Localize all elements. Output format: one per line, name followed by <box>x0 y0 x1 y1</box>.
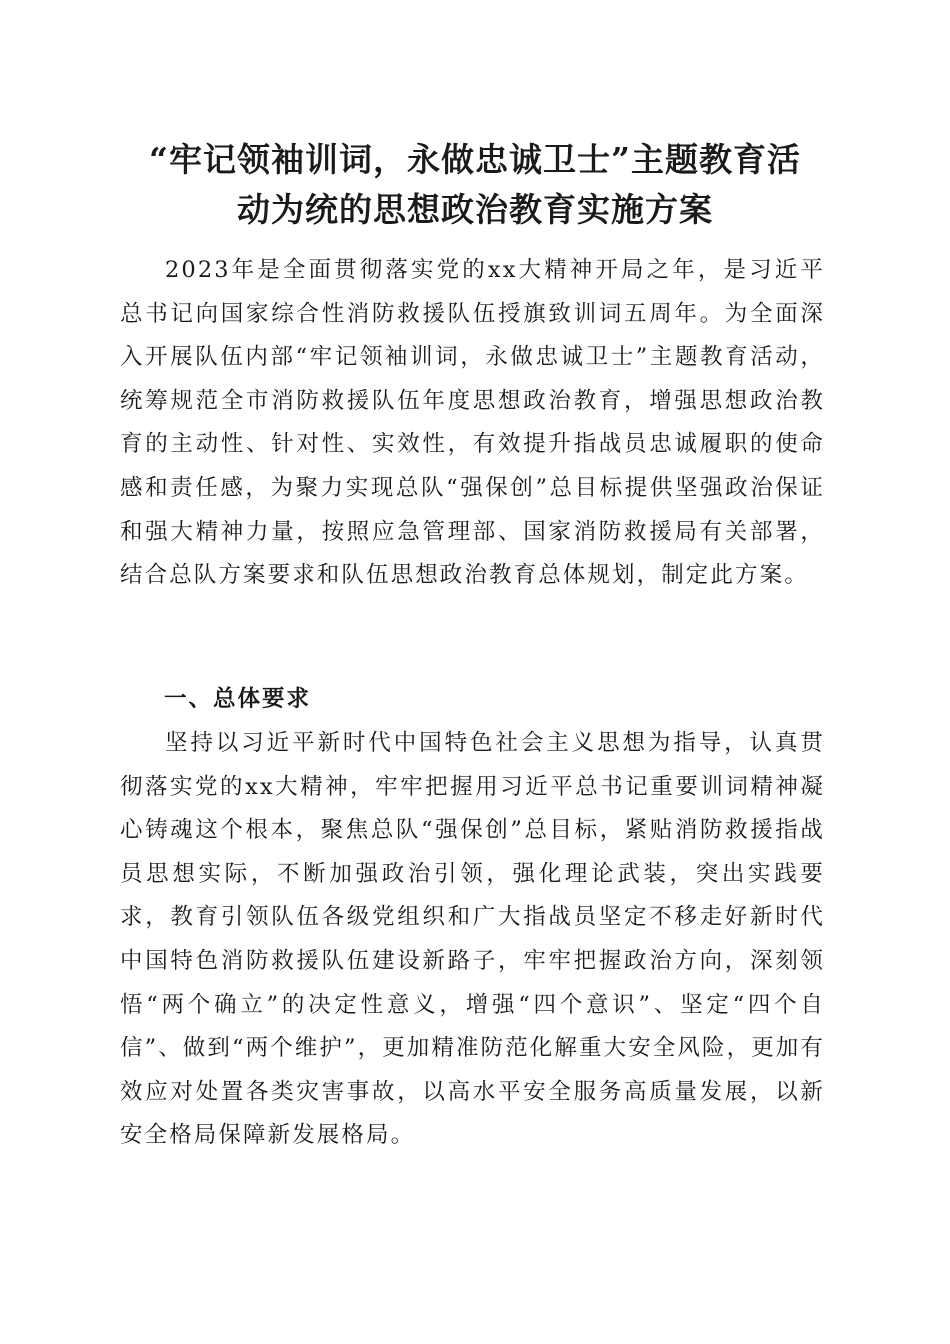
title-line-1: “牢记领袖训词，永做忠诚卫士”主题教育活 <box>149 140 801 179</box>
title-line-2: 动为统的思想政治教育实施方案 <box>237 190 713 229</box>
general-requirements-paragraph: 坚持以习近平新时代中国特色社会主义思想为指导，认真贯彻落实党的xx大精神，牢牢把握用习近平总书记重要训词精神凝心铸魂这个根本，聚焦总队“强保创”总目标，紧贴消防救援指战员思想实际，不断加强政治引领，强化理论武装，突出实践要求，教育引领队伍各级党组织和广大指战员坚定不移走好新时代中国特色消防救援队伍建设新路子，牢牢把握政治方向，深刻领悟“两个确立”的决定性意义，增强“四个意识”、坚定“四个自信”、做到“两个维护”，更加精准防范化解重大安全风险，更加有效应对处置各类灾害事故，以高水平安全服务高质量发展，以新安全格局保障新发展格局。 <box>120 730 826 1149</box>
document-title <box>120 135 830 235</box>
intro-paragraph: 2023年是全面贯彻落实党的xx大精神开局之年，是习近平总书记向国家综合性消防救援队伍授旗致训词五周年。为全面深入开展队伍内部“牢记领袖训词，永做忠诚卫士”主题教育活动，统筹规范全市消防救援队伍年度思想政治教育，增强思想政治教育的主动性、针对性、实效性，有效提升指战员忠诚履职的使命感和责任感，为聚力实现总队“强保创”总目标提供坚强政治保证和强大精神力量，按照应急管理部、国家消防救援局有关部署，结合总队方案要求和队伍思想政治教育总体规划，制定此方案。 <box>120 257 825 589</box>
section-heading-general-requirements: 一、总体要求 <box>164 686 312 712</box>
